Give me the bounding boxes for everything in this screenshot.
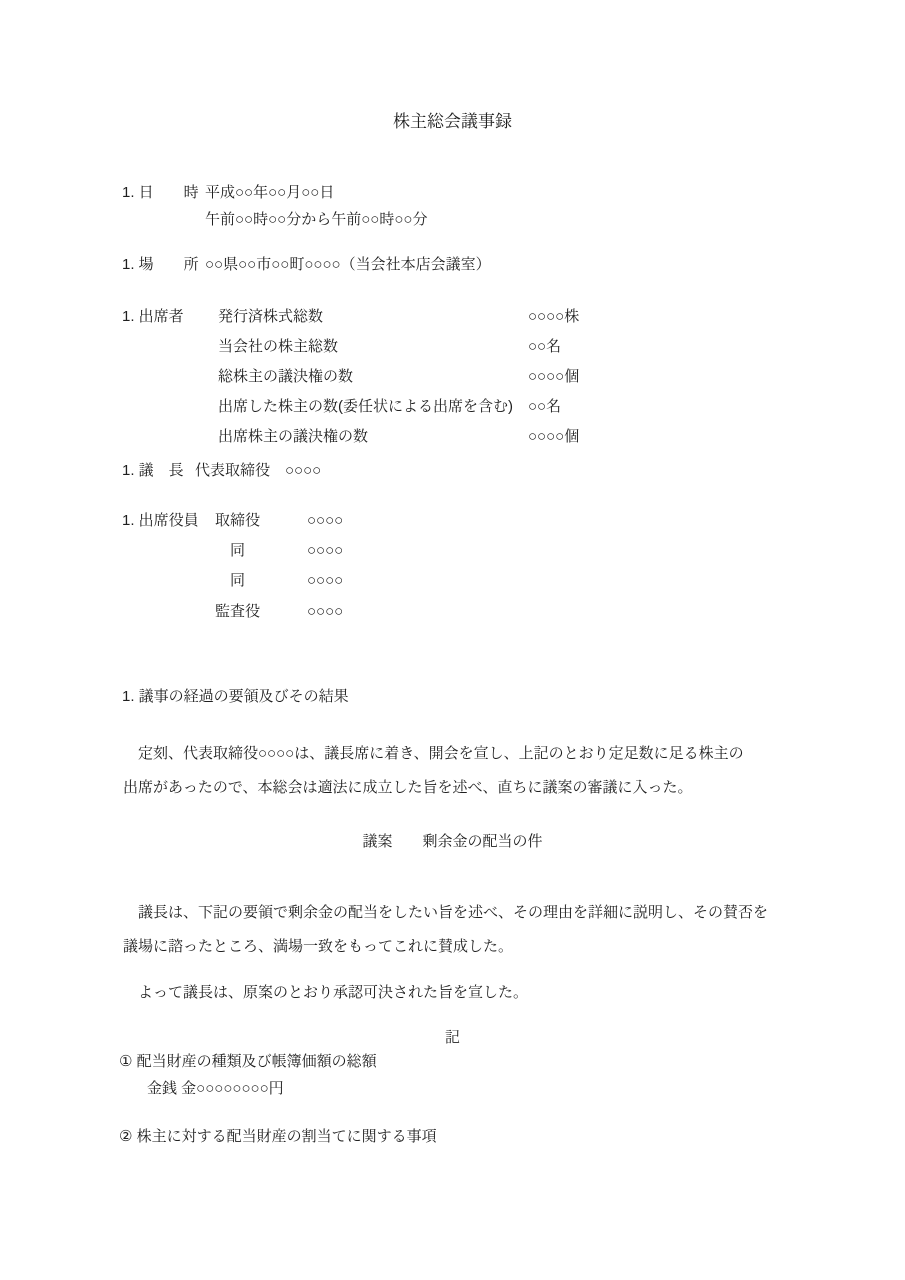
officer-role: 同 bbox=[229, 572, 245, 589]
note-item-2-heading: ② 株主に対する配当財産の割当てに関する事項 bbox=[119, 1128, 437, 1145]
proposal-paragraph-line1: 議長は、下記の要領で剰余金の配当をしたい旨を述べ、その理由を詳細に説明し、その賛否を bbox=[123, 904, 769, 921]
place-label: 1. 場 所 bbox=[122, 256, 199, 273]
chair-value: 代表取締役 ○○○○ bbox=[195, 462, 322, 479]
proposal-paragraph-line2: 議場に諮ったところ、満場一致をもってこれに賛成した。 bbox=[123, 938, 514, 955]
document-title: 株主総会議事録 bbox=[393, 112, 512, 131]
officer-name: ○○○○ bbox=[307, 512, 344, 529]
approval-paragraph: よって議長は、原案のとおり承認可決された旨を宣した。 bbox=[123, 984, 529, 1001]
agenda-heading: 議案 剰余金の配当の件 bbox=[362, 833, 543, 850]
attendee-value: ○○○○個 bbox=[528, 368, 580, 385]
attendees-label: 1. 出席者 bbox=[122, 308, 184, 325]
datetime-value-line1: 平成○○年○○月○○日 bbox=[205, 184, 335, 201]
attendee-value: ○○○○株 bbox=[528, 308, 580, 325]
officer-role: 監査役 bbox=[214, 603, 260, 620]
note-item-1-heading: ① 配当財産の種類及び帳簿価額の総額 bbox=[119, 1053, 377, 1070]
attendee-value: ○○○○個 bbox=[528, 428, 580, 445]
attendee-name: 当会社の株主総数 bbox=[218, 338, 339, 355]
place-value: ○○県○○市○○町○○○○（当会社本店会議室） bbox=[205, 256, 491, 273]
datetime-label: 1. 日 時 bbox=[122, 184, 199, 201]
attendee-name: 発行済株式総数 bbox=[218, 308, 324, 325]
datetime-value-line2: 午前○○時○○分から午前○○時○○分 bbox=[205, 211, 428, 228]
attendee-value: ○○名 bbox=[528, 398, 562, 415]
note-heading: 記 bbox=[444, 1029, 460, 1046]
attendee-name: 出席株主の議決権の数 bbox=[218, 428, 369, 445]
officers-label: 1. 出席役員 bbox=[122, 512, 199, 529]
opening-paragraph-line2: 出席があったので、本総会は適法に成立した旨を述べ、直ちに議案の審議に入った。 bbox=[123, 779, 693, 796]
officer-role: 同 bbox=[229, 542, 245, 559]
attendee-name: 総株主の議決権の数 bbox=[218, 368, 354, 385]
attendee-value: ○○名 bbox=[528, 338, 562, 355]
officer-name: ○○○○ bbox=[307, 572, 344, 589]
proceedings-heading: 1. 議事の経過の要領及びその結果 bbox=[122, 688, 349, 705]
chair-label: 1. 議 長 bbox=[122, 462, 184, 479]
note-item-1-detail: 金銭 金○○○○○○○○円 bbox=[147, 1080, 284, 1097]
attendee-name: 出席した株主の数(委任状による出席を含む) bbox=[218, 398, 513, 415]
officer-name: ○○○○ bbox=[307, 603, 344, 620]
opening-paragraph-line1: 定刻、代表取締役○○○○は、議長席に着き、開会を宣し、上記のとおり定足数に足る株主の bbox=[123, 745, 744, 762]
officer-role: 取締役 bbox=[214, 512, 260, 529]
officer-name: ○○○○ bbox=[307, 542, 344, 559]
